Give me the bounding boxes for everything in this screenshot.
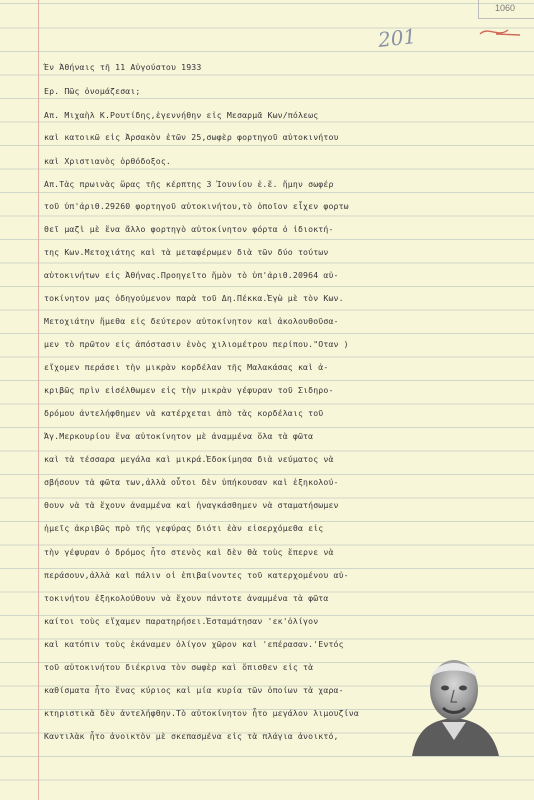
text-line: ἡμεῖς ἀκριβῶς πρὸ τῆς γεφύρας διότι ἐὰν εἰσερχόμεθα εἰς	[44, 523, 324, 533]
text-line: θουν νὰ τὰ ἔχουν ἀναμμένα καὶ ἠναγκάσθημεν νὰ σταματήσωμεν	[44, 500, 339, 510]
text-line: περάσουν,ἀλλὰ καὶ πάλιν οἱ ἐπιβαίνοντες τοῦ κατερχομένου αὐ-	[44, 570, 349, 580]
text-line: αὐτοκινήτων εἰς Ἀθήνας.Προηγεῖτο ἤμὸν τὸ ὑπ'ἀριθ.20964 αὐ-	[44, 270, 339, 280]
margin-rule	[38, 0, 39, 800]
text-line: τοῦ αὐτοκινήτου διέκρινα τὸν σωφὲρ καὶ ὄπισθεν εἰς τὰ	[44, 662, 314, 672]
pencil-annotation: 201	[376, 24, 418, 52]
text-line: καίτοι τοὺς εἴχαμεν παρατηρήσει.Ἐσταμάτησαν 'εκ'ὀλίγον	[44, 616, 319, 626]
text-line: της Κων.Μετοχιάτης καὶ τὰ μεταφέρωμεν διὰ τῶν δύο τούτων	[44, 247, 329, 257]
text-line: Ερ. Πῶς ὀνομάζεσαι;	[44, 86, 141, 96]
text-line: τοῦ ὑπ'ἀριθ.29260 φορτηγοῦ αὐτοκινήτου,τὸ ὁποῖον εἶχεν φορτω	[44, 201, 349, 211]
text-line: Μετοχιάτην ἤμεθα εἰς δεύτερον αὐτοκίνητον καὶ ἀκολουθοῦσα-	[44, 316, 339, 326]
text-line: καθίσματα ἦτο ἕνας κύριος καὶ μία κυρία τῶν ὁποίων τὰ χαρα-	[44, 685, 344, 695]
text-line: Έν Άθήναις τῆ 11 Αὐγούστου 1933	[44, 62, 202, 72]
text-line: κριβῶς πρὶν εἰσέλθωμεν εἰς τὴν μικρὰν γέφυραν τοῦ Σιδηρο-	[44, 385, 334, 395]
red-pencil-mark	[478, 24, 522, 40]
text-line: σβήσουν τὰ φῶτα των,ἀλλὰ οὗτοι δὲν ὑπήκουσαν καὶ ἐξηκολού-	[44, 477, 339, 487]
text-line: Ἁγ.Μερκουρίου ἕνα αὐτοκίνητον μὲ ἀναμμένα ὅλα τὰ φῶτα	[44, 431, 314, 441]
text-line: μεν τὸ πρῶτον εἰς ἀπόστασιν ἑνὸς χιλιομέτρου περίπου."Οταν )	[44, 339, 349, 349]
text-line: κτηριστικὰ δὲν ἀντελήφθην.Τὸ αὐτοκίνητον ἦτο μεγάλον λιμουζίνα	[44, 708, 359, 718]
portrait-image	[407, 648, 502, 758]
text-line: τοκίνητον μας ὁδηγούμενον παρὰ τοῦ Δη.Πέκκα.Ἐγὼ μὲ τὸν Κων.	[44, 293, 344, 303]
text-line: Απ. Μιχαὴλ Κ.Ρουτίδης,ἐγεννήθην εἰς Μεσαρμᾶ Κων/πόλεως	[44, 110, 319, 120]
text-line: Καντιλὰκ ἦτο ἀνοικτὸν μὲ σκεπασμένα εἰς τὰ πλάγια ἀνοικτό,	[44, 731, 339, 741]
text-line: τὴν γέφυραν ὁ δρόμος ἦτο στενὸς καὶ δὲν θὰ τοὺς ἔπερνε νὰ	[44, 547, 334, 557]
text-line: καὶ κατοικῶ εἰς Ἀρσακὸν ἐτῶν 25,σωφὲρ φορτηγοῦ αὐτοκινήτου	[44, 132, 339, 142]
text-line: καὶ τὰ τέσσαρα μεγάλα καὶ μικρά.Ἐδοκίμησα διὰ νεύματος νὰ	[44, 454, 334, 464]
text-line: εἴχομεν περάσει τὴν μικρὰν κορδέλαν τῆς Μαλακάσας καὶ ἀ-	[44, 362, 329, 372]
text-line: καὶ κατόπιν τοὺς ἐκάναμεν ὀλίγον χῶρον καὶ 'επέρασαν.'Εντός	[44, 639, 344, 649]
text-line: Απ.Τὰς πρωινὰς ὥρας τῆς κέρπτης 3 Ἰουνίου ἐ.ἔ. ἤμην σωφέρ	[44, 179, 334, 189]
text-line: δρόμου ἀντελήφθημεν νὰ κατέρχεται ἀπὸ τὰς κορδέλαις τοῦ	[44, 408, 324, 418]
text-line: τοκινήτου ἐξηκολούθουν νὰ ἔχουν πάντοτε ἀναμμένα τὰ φῶτα	[44, 593, 329, 603]
folio-number: 1060	[495, 3, 516, 13]
text-line: θεῖ μαζὶ μὲ ἕνα ἄλλο φορτηγὸ αὐτοκίνητον φόρτα ὁ ἰδιοκτή-	[44, 224, 334, 234]
text-line: καὶ Χριστιανὸς ὀρθόδοξος.	[44, 156, 171, 166]
